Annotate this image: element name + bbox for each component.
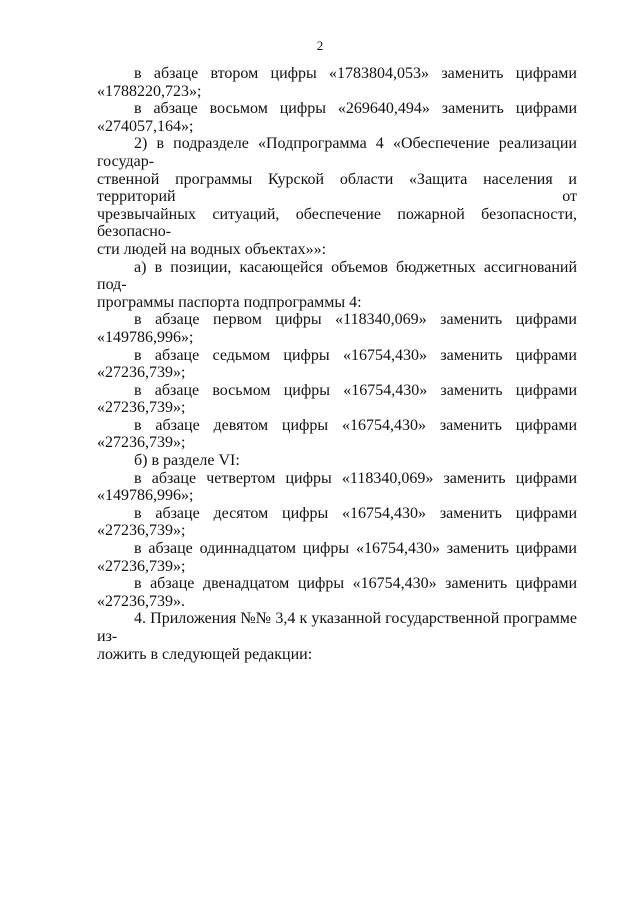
text-line-15: в абзаце восьмом цифры «16754,430» заменить цифрами xyxy=(134,381,577,399)
text-line-19: в абзаце четвертом цифры «118340,069» заменить цифрами xyxy=(134,469,577,487)
text-line-14: «27236,739»; xyxy=(97,364,186,382)
text-line-24: в абзаце двенадцатом цифры «16754,430» заменить цифрами xyxy=(134,575,577,593)
text-line-8: сти людей на водных объектах»»: xyxy=(97,240,327,258)
text-line-2: «1788220,723»; xyxy=(97,82,202,100)
text-line-6: ственной программы Курской области «Защита населения и территорий от xyxy=(97,170,577,206)
text-line-1: в абзаце втором цифры «1783804,053» заменить цифрами xyxy=(134,65,577,82)
text-line-5: 2) в подразделе «Подпрограмма 4 «Обеспечение реализации государ- xyxy=(97,135,577,170)
text-line-16: «27236,739»; xyxy=(97,399,186,417)
text-line-12: «149786,996»; xyxy=(97,328,194,346)
text-line-25: «27236,739». xyxy=(97,592,185,610)
text-line-3: в абзаце восьмом цифры «269640,494» заменить цифрами xyxy=(134,100,577,118)
text-line-26: 4. Приложения №№ 3,4 к указанной государственной программе из- xyxy=(97,610,577,645)
text-line-27: ложить в следующей редакции: xyxy=(97,645,313,663)
text-line-10: программы паспорта подпрограммы 4: xyxy=(97,293,362,311)
text-line-20: «149786,996»; xyxy=(97,487,194,505)
text-line-21: в абзаце десятом цифры «16754,430» заменить цифрами «27236,739»; xyxy=(97,504,577,540)
text-line-17: в абзаце девятом цифры «16754,430» заменить цифрами «27236,739»; xyxy=(97,416,577,452)
text-line-13: в абзаце седьмом цифры «16754,430» заменить цифрами xyxy=(134,346,577,364)
text-line-11: в абзаце первом цифры «118340,069» заменить цифрами xyxy=(134,311,577,329)
text-line-4: «274057,164»; xyxy=(97,117,194,135)
text-line-18: б) в разделе VI: xyxy=(134,452,240,470)
document-body xyxy=(97,65,577,663)
text-line-22: в абзаце одиннадцатом цифры «16754,430» заменить цифрами xyxy=(134,540,577,558)
text-line-23: «27236,739»; xyxy=(97,557,186,575)
page-number: 2 xyxy=(316,38,324,53)
text-line-7: чрезвычайных ситуаций, обеспечение пожарной безопасности, безопасно- xyxy=(97,205,577,241)
text-line-9: а) в позиции, касающейся объемов бюджетных ассигнований под- xyxy=(97,258,577,294)
